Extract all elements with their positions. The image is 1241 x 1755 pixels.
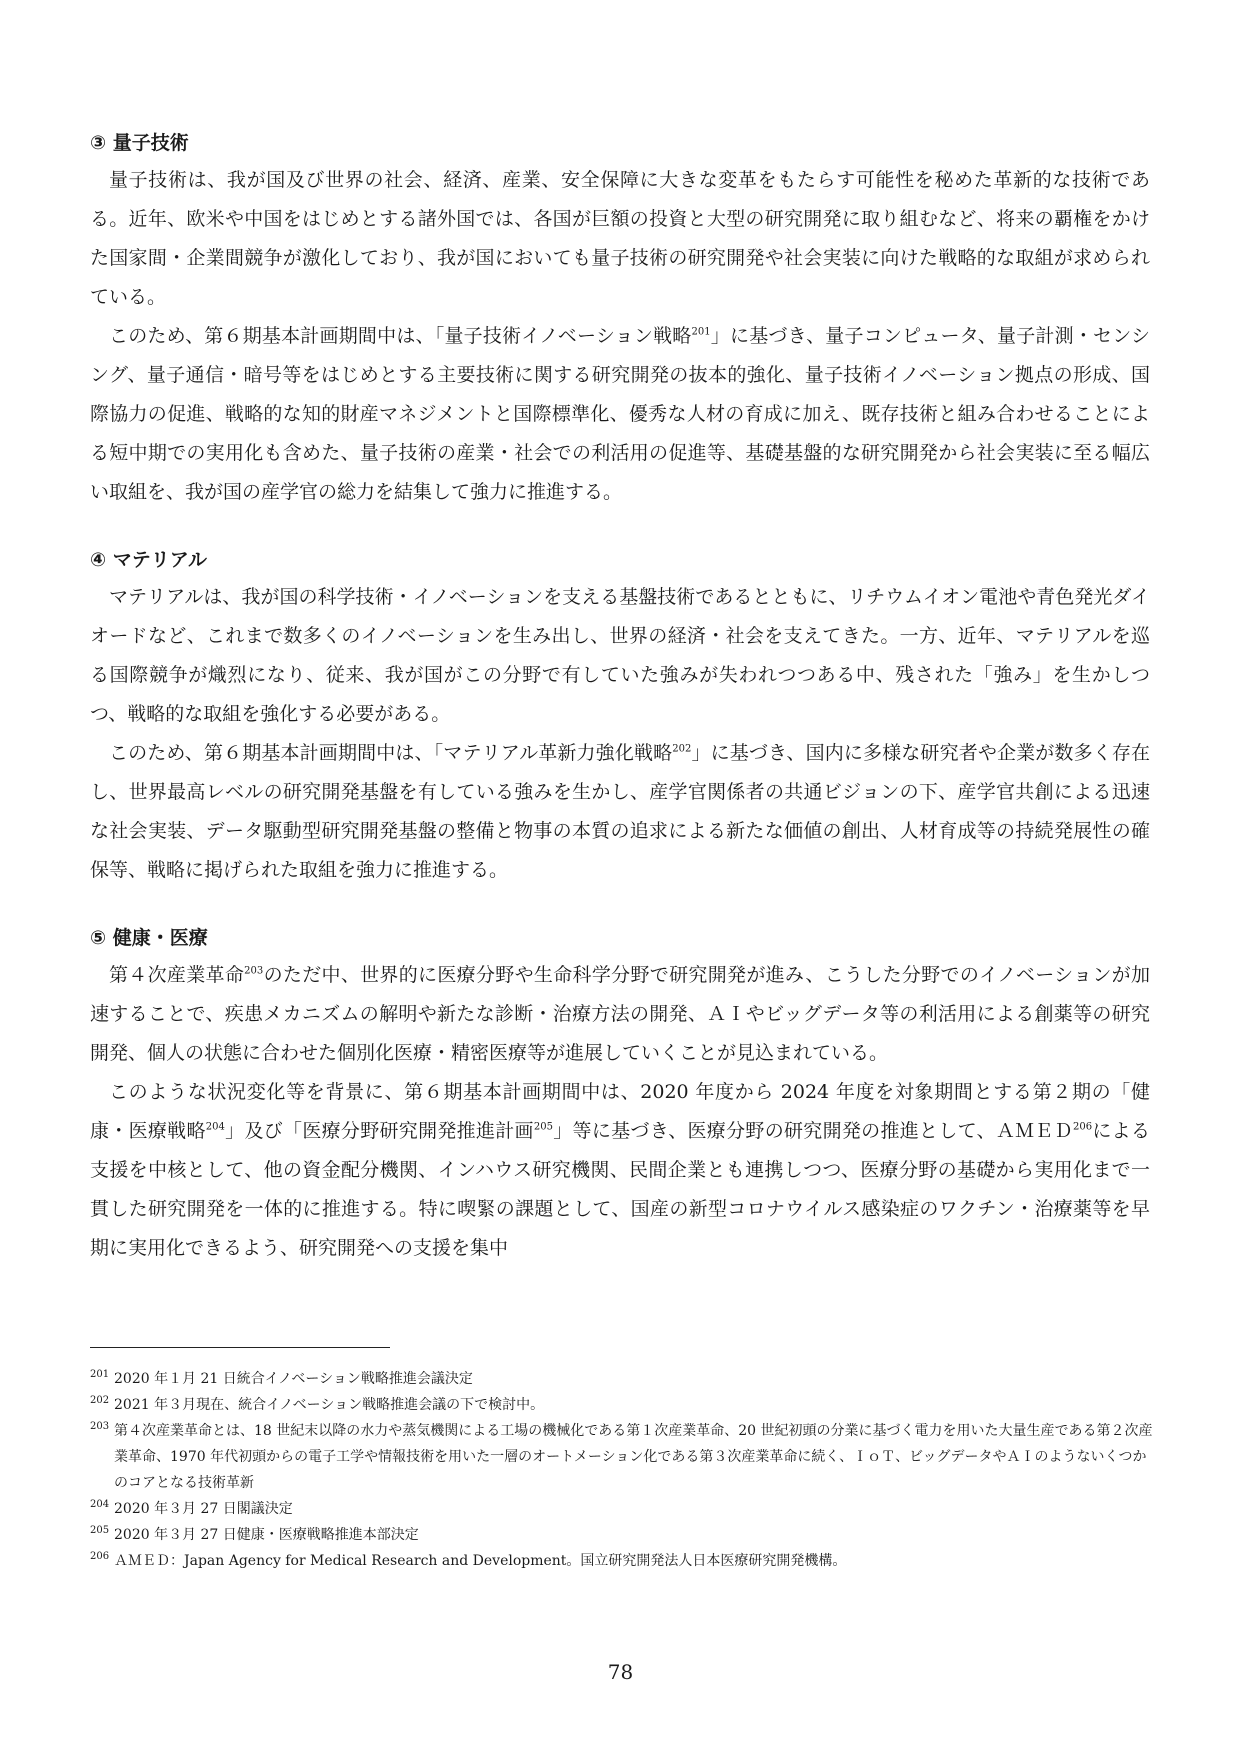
paragraph [90,578,1150,734]
footnote-text: 2020 年３月 27 日閣議決定 [114,1501,293,1517]
paragraph [90,317,1150,512]
paragraph-text: このため、第６期基本計画期間中は、「マテリアル革新力強化戦略 [109,742,673,764]
footnote-divider [90,1347,390,1348]
paragraph [90,1073,1150,1268]
paragraph-text: 」等に基づき、医療分野の研究開発の推進として、ＡＭＥＤ [552,1120,1073,1142]
section-health-medical [90,920,1150,1268]
paragraph-text: このような状況変化等を背景に、第６期基本計画期間中は、2020 年度から 2024 年度を対象期間とする第２期の「健康・医療戦略 [90,1081,1150,1142]
footnote-text: 2021 年３月現在、統合イノベーション戦略推進会議の下で検討中。 [114,1397,545,1413]
footnote-201 [90,1366,1160,1392]
paragraph [90,734,1150,890]
paragraph-text: 量子技術は、我が国及び世界の社会、経済、産業、安全保障に大きな変革をもたらす可能性を秘めた革新的な技術である。近年、欧米や中国をはじめとする諸外国では、各国が巨額の投資と大型の研究開発に取り組むなど、将来の覇権をかけた国家間・企業間競争が激化しており、我が国においても量子技術の研究開発や社会実装に向けた戦略的な取組が求められている。 [90,169,1150,308]
footnote-number: 205 [90,1525,110,1536]
paragraph-text: マテリアルは、我が国の科学技術・イノベーションを支える基盤技術であるとともに、リチウムイオン電池や青色発光ダイオードなど、これまで数多くのイノベーションを生み出し、世界の経済・社会を支えてきた。一方、近年、マテリアルを巡る国際競争が熾烈になり、従来、我が国がこの分野で有していた強みが失われつつある中、残された「強み」を生かしつつ、戦略的な取組を強化する必要がある。 [90,586,1150,725]
footnote-ref: 206 [1073,1121,1093,1133]
paragraph-text: による支援を中核として、他の資金配分機関、インハウス研究機関、民間企業とも連携しつつ、医療分野の基礎から実用化まで一貫した研究開発を一体的に推進する。特に喫緊の課題として、国産の新型コロナウイルス感染症のワクチン・治療薬等を早期に実用化できるよう、研究開発への支援を集中 [90,1120,1150,1259]
footnote-number: 203 [90,1421,110,1432]
paragraph [90,956,1150,1073]
footnotes [90,1366,1160,1574]
paragraph-text: このため、第６期基本計画期間中は、「量子技術イノベーション戦略 [109,325,692,347]
footnote-number: 201 [90,1369,110,1380]
paragraph-text: のただ中、世界的に医療分野や生命科学分野で研究開発が進み、こうした分野でのイノベーションが加速することで、疾患メカニズムの解明や新たな診断・治療方法の開発、ＡＩやビッグデータ等の利活用による創薬等の研究開発、個人の状態に合わせた個別化医療・精密医療等が進展していくことが見込まれている。 [90,964,1150,1064]
section-heading: ⑤ 健康・医療 [90,927,208,949]
footnote-text: ＡＭＥＤ：Japan Agency for Medical Research and Development。国立研究開発法人日本医療研究開発機構。 [114,1553,847,1569]
footnote-number: 206 [90,1551,110,1562]
footnote-number: 202 [90,1395,110,1406]
paragraph [90,161,1150,317]
footnote-text: 2020 年１月 21 日統合イノベーション戦略推進会議決定 [114,1371,473,1387]
footnote-text: 第４次産業革命とは、18 世紀末以降の水力や蒸気機関による工場の機械化である第１次産業革命、20 世紀初頭の分業に基づく電力を用いた大量生産である第２次産業革命、1970 年代初頭からの電子工学や情報技術を用いた一層のオートメーション化である第３次産業革命に続く、ＩｏＴ、ビッグデータやＡＩのようないくつかのコアとなる技術革新 [114,1423,1153,1491]
footnote-number: 204 [90,1499,110,1510]
footnote-ref: 201 [691,326,711,338]
paragraph-text: 第４次産業革命 [109,964,245,986]
section-quantum [90,125,1150,512]
footnote-text: 2020 年３月 27 日健康・医療戦略推進本部決定 [114,1527,419,1543]
footnote-206 [90,1548,1160,1574]
paragraph-text: 」に基づき、量子コンピュータ、量子計測・センシング、量子通信・暗号等をはじめとする主要技術に関する研究開発の抜本的強化、量子技術イノベーション拠点の形成、国際協力の促進、戦略的な知的財産マネジメントと国際標準化、優秀な人材の育成に加え、既存技術と組み合わせることによる短中期での実用化も含めた、量子技術の産業・社会での利活用の促進等、基礎基盤的な研究開発から社会実装に至る幅広い取組を、我が国の産学官の総力を結集して強力に推進する。 [90,325,1150,503]
paragraph-text: 」及び「医療分野研究開発推進計画 [224,1120,534,1142]
footnote-ref: 202 [672,743,692,755]
main-body [90,125,1150,1298]
footnote-ref: 203 [244,965,264,977]
footnote-ref: 204 [205,1121,225,1133]
footnote-205 [90,1522,1160,1548]
page-number: 78 [607,1660,634,1684]
footnote-ref: 205 [533,1121,553,1133]
section-materials [90,542,1150,890]
section-heading: ④ マテリアル [90,549,207,571]
footnote-202 [90,1392,1160,1418]
section-heading: ③ 量子技術 [90,132,189,154]
paragraph-text: 」に基づき、国内に多様な研究者や企業が数多く存在し、世界最高レベルの研究開発基盤を有している強みを生かし、産学官関係者の共通ビジョンの下、産学官共創による迅速な社会実装、データ駆動型研究開発基盤の整備と物事の本質の追求による新たな価値の創出、人材育成等の持続発展性の確保等、戦略に掲げられた取組を強力に推進する。 [90,742,1150,881]
footnote-203 [90,1418,1160,1496]
footnote-204 [90,1496,1160,1522]
